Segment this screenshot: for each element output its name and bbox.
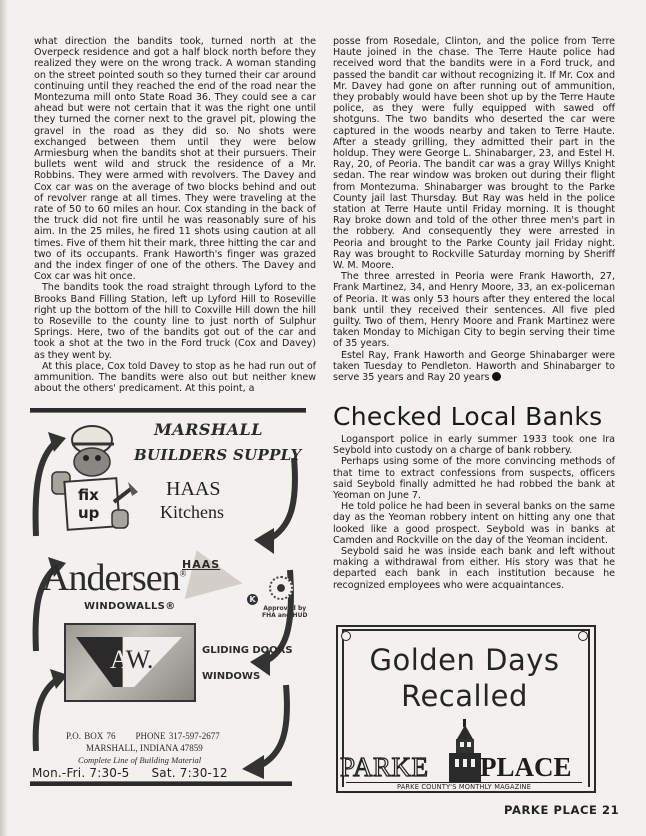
phone-number: PHONE 317-597-2677 xyxy=(135,731,220,741)
address-line-1 xyxy=(66,731,220,741)
paragraph: At this place, Cox told Davey to stop as he had run out of ammunition. The bandits were also out but neither knew about the others' predicament. At this point, a xyxy=(34,360,316,395)
kitchens-heading: Kitchens xyxy=(160,502,224,522)
gliding-doors-label: GLIDING DOORS xyxy=(202,645,293,656)
fixup-sign-text: fix xyxy=(78,486,99,504)
screw-icon xyxy=(341,631,351,641)
approved-line-1: Approved by xyxy=(263,605,307,612)
approved-note xyxy=(262,605,307,619)
second-article-body xyxy=(333,434,615,591)
svg-text:up: up xyxy=(78,504,100,522)
haas-logo: HAAS xyxy=(182,558,221,571)
hours-weekday: Mon.-Fri. 7:30-5 xyxy=(32,766,130,780)
aw-logo xyxy=(64,623,196,702)
article-left-column xyxy=(34,36,316,395)
parke-wordmark: PARKE xyxy=(340,752,429,782)
page-edge-shadow xyxy=(0,0,8,836)
address-city: MARSHALL, INDIANA 47859 xyxy=(86,743,203,753)
ad-title-builders-supply: BUILDERS SUPPLY xyxy=(134,446,302,464)
paragraph: posse from Rosedale, Clinton, and the police from Terre Haute joined in the chase. The Terre Haute police had received word that the bandits were in a Ford truck, and passed the bandit car without recognizing it. If Mr. Cox and Mr. Davey had gone on after running out of ammunition, they probably would have been shot up by the Terre Haute police, as they were fully equipped with sawed off shotguns. The two bandits who deserted the car were captured in the woods nearby and taken to Terre Haute. After a steady grilling, they admitted their part in the holdup. They were George L. Shinabarger, 23, and Estel H. Ray, 20, of Peoria. The bandit car was a gray Willys Knight sedan. The rear window was broken out during their flight from Montezuma. Shinabarger was brought to the Parke County jail last Thursday. But Ray was held in the police station at Terre Haute until Friday morning. It is thought Ray broke down and told of the other three men's part in the robbery. And consequently they were arrested in Peoria and brought to the Parke County jail Friday night. Ray was brought to Rockville Saturday morning by Sheriff W. M. Moore. xyxy=(333,36,615,272)
paragraph: Perhaps using some of the more convincing methods of that time to extract confessions from suspects, officers said Seybold finally admitted he had robbed the bank at Yeoman on June 7. xyxy=(333,456,615,502)
hours-saturday: Sat. 7:30-12 xyxy=(151,766,228,780)
windows-label: WINDOWS xyxy=(202,671,261,682)
registered-mark: ® xyxy=(179,568,186,579)
marshall-builders-ad xyxy=(30,408,308,792)
windowalls-label: WINDOWALLS® xyxy=(84,601,176,612)
golden-days-title: Golden Days xyxy=(369,643,560,677)
page-folio: PARKE PLACE 21 xyxy=(504,803,620,817)
handyman-illustration xyxy=(42,422,138,550)
business-hours xyxy=(32,766,228,780)
screw-icon xyxy=(578,631,588,641)
recalled-title: Recalled xyxy=(401,679,528,713)
ad-title-marshall: MARSHALL xyxy=(154,420,264,439)
article-headline: Checked Local Banks xyxy=(333,402,603,431)
paragraph: Logansport police in early summer 1933 took one Ira Seybold into custody on a charge of bank robbery. xyxy=(333,434,615,457)
paragraph: The three arrested in Peoria were Frank Haworth, 27, Frank Martinez, 34, and Henry Moore, 33, an ex-policeman of Peoria. It was only 53 hours after they entered the local bank until they received their sentences. All five pled guilty. Two of them, Henry Moore and Frank Martinez were taken Monday to Michigan City to begin serving their time of 35 years. xyxy=(333,271,615,350)
ad-bottom-rule xyxy=(30,781,292,786)
approved-line-2: FHA and HUD xyxy=(262,612,308,619)
place-wordmark: PLACE xyxy=(480,752,572,782)
ad-top-rule xyxy=(30,408,306,413)
paragraph: what direction the bandits took, turned north at the Overpeck residence and got a half block north before they realized they were on the wrong track. A woman standing on the street pointed south so they turned their car around continuing until they reached the end of the road near the Montezuma mill onto State Road 36. They could see a car ahead but were not certain that it was the right one until they turned the corner next to the gravel pit, plowing the gravel in the road as they did so. No shots were exchanged between them until they were below Armiesburg when the bandits shot at their pursuers. Their bullets went wild and struck the residence of a Mr. Robbins. They were armed with revolvers. The Davey and Cox car was on the average of two blocks behind and out of revolver range at all times. They were traveling at the rate of 50 to 60 miles an hour. Cox standing in the back of the truck did not fire until he was reasonably sure of his aim. In the 25 miles, he fired 11 shots using caution at all times. Five of them hit their mark, three hitting the car and two of its occupants. Frank Haworth's finger was grazed and the index finger of one of the others. The Davey and Cox car was hit once. xyxy=(34,36,316,283)
courthouse-tower-icon xyxy=(445,719,485,783)
paragraph: Seybold said he was inside each bank and left without making a withdrawal from either. His story was that he departed each bank in each institution because he recognized employees who were acquaintances. xyxy=(333,546,615,591)
certified-cabinet-seal-icon xyxy=(269,576,293,600)
haas-heading: HAAS xyxy=(166,478,221,500)
k-mark-icon: K xyxy=(247,594,258,605)
ad-tagline: Complete Line of Building Material xyxy=(78,755,202,765)
curved-arrow-icon xyxy=(236,683,292,779)
aw-logo-w: W. xyxy=(125,645,153,674)
curved-arrow-icon xyxy=(250,456,300,556)
andersen-logo xyxy=(42,556,185,600)
paragraph-text: Estel Ray, Frank Haworth and George Shinabarger were taken Tuesday to Pendleton. Haworth and Shinabarger to serve 35 years and Ray 20 years xyxy=(333,349,615,384)
end-mark-icon xyxy=(492,372,501,381)
magazine-subtitle: PARKE COUNTY'S MONTHLY MAGAZINE xyxy=(346,782,582,793)
paragraph: The bandits took the road straight through Lyford to the Brooks Band Filling Station, left up Lyford Hill to Roseville right up the bottom of the hill to Coxville Hill down the hill to Roseville to the county line to just north of Sulphur Springs. Here, two of the bandits got out of the car and took a shot at the two in the Ford truck (Cox and Davey) as they went by. xyxy=(34,282,316,361)
paragraph: He told police he had been in several banks on the same day as the Yeoman robbery intent on hitting any one that looked like a good prospect. Seybold was in banks at Camden and Rockville on the day of the Yeoman incident. xyxy=(333,501,615,546)
aw-logo-a: A xyxy=(110,645,126,674)
po-box: P.O. BOX 76 xyxy=(66,731,116,741)
paragraph-last xyxy=(333,350,615,384)
article-right-column xyxy=(333,36,615,383)
golden-days-ad xyxy=(332,621,597,795)
aw-logo-text xyxy=(110,645,152,675)
andersen-wordmark: Andersen xyxy=(42,557,180,599)
